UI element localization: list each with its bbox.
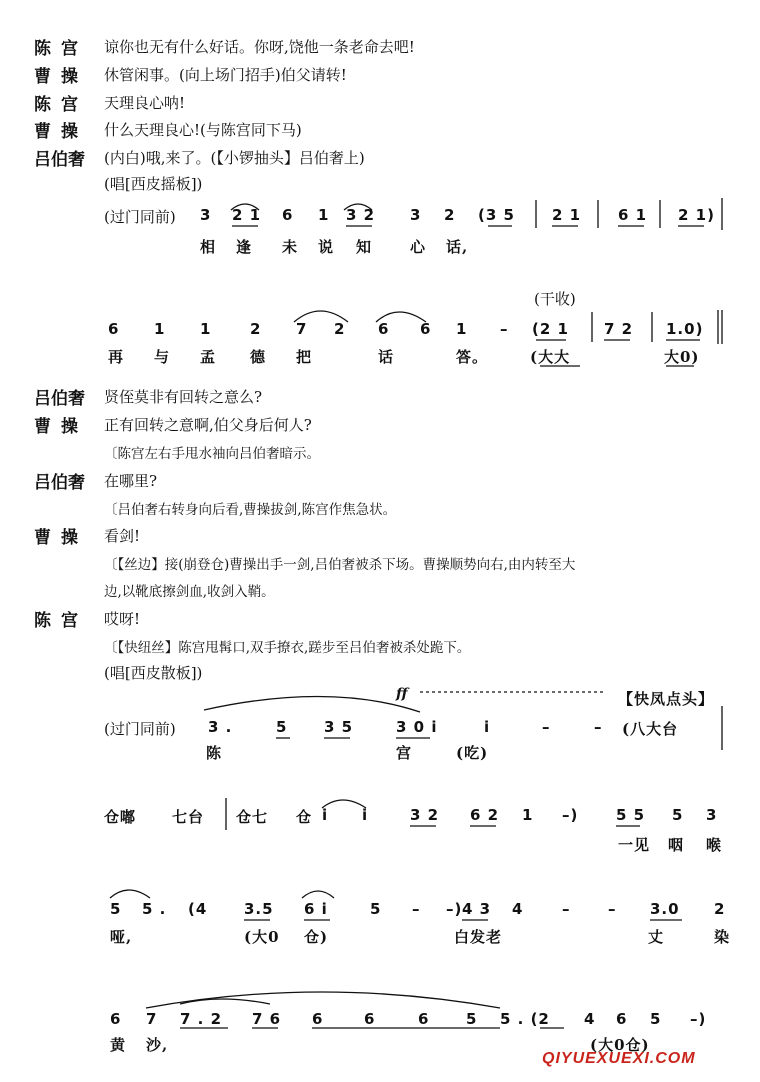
dialogue-line: 谅你也无有什么好话。你呀,饶他一条老命去吧! <box>104 38 415 56</box>
lyric: 相 <box>200 238 217 256</box>
note: 1 <box>200 320 212 338</box>
note: 6 2 <box>470 806 500 824</box>
note: 6 <box>616 1010 628 1028</box>
speaker: 陈宫 <box>34 611 88 631</box>
note: 6 <box>312 1010 324 1028</box>
section-label: (干收) <box>534 290 576 308</box>
note: – <box>542 718 551 736</box>
note: –) <box>446 900 463 918</box>
stage-direction: 〔【丝边】接(崩登仓)曹操出手一剑,吕伯奢被杀下场。曹操顺势向右,由内转至大 <box>104 557 576 573</box>
note: 5 <box>650 1010 662 1028</box>
dialogue-line: 贤侄莫非有回转之意么? <box>104 388 263 406</box>
dialogue-line: 正有回转之意啊,伯父身后何人? <box>104 416 312 434</box>
note: 2 1 <box>552 206 582 224</box>
note: (3 5 <box>478 206 515 224</box>
note: 2 1 <box>232 206 262 224</box>
percussion: 大0) <box>664 348 700 366</box>
lyric: 黄 <box>110 1036 127 1054</box>
note: (4 <box>188 900 208 918</box>
note: 3 2 <box>410 806 440 824</box>
note: – <box>594 718 603 736</box>
lyric: 染 <box>714 928 731 946</box>
note: 6 <box>378 320 390 338</box>
note: 1 <box>456 320 468 338</box>
note: –) <box>690 1010 707 1028</box>
lyric: 把 <box>296 348 313 366</box>
note: 3 <box>706 806 718 824</box>
note: 3.0 <box>650 900 680 918</box>
stage-direction: 边,以靴底擦剑血,收剑入鞘。 <box>104 584 275 600</box>
note: 6 <box>282 206 294 224</box>
note: 3 <box>410 206 422 224</box>
percussion: (大大 <box>530 348 571 366</box>
note: – <box>562 900 571 918</box>
note: 4 <box>512 900 524 918</box>
dialogue-line: 哎呀! <box>104 610 141 628</box>
percussion: (大0 <box>244 928 280 946</box>
stage-direction: (唱[西皮摇板]) <box>104 175 203 193</box>
percussion: 仓嘟 <box>104 808 137 826</box>
note: 6 <box>364 1010 376 1028</box>
note: 4 3 <box>462 900 492 918</box>
lyric: 孟 <box>200 348 217 366</box>
stage-direction: 〔吕伯奢右转身向后看,曹操拔剑,陈宫作焦急状。 <box>104 502 397 518</box>
lyric: 知 <box>356 238 373 256</box>
note: i <box>362 806 369 824</box>
note: – <box>608 900 617 918</box>
percussion: 仓 <box>296 808 313 826</box>
speaker: 曹操 <box>34 67 88 87</box>
lyric: 丈 <box>648 928 665 946</box>
note: 3 . <box>208 718 233 736</box>
note: 3 <box>200 206 212 224</box>
note: 2 <box>714 900 726 918</box>
lyric: 陈 <box>206 744 223 762</box>
lyric: 未 <box>282 238 299 256</box>
note: 7 <box>296 320 308 338</box>
note: 6 <box>108 320 120 338</box>
lyric: 心 <box>410 238 427 256</box>
lyric: 逢 <box>236 238 253 256</box>
note: – <box>500 320 509 338</box>
stage-direction: 〔陈宫左右手甩水袖向吕伯奢暗示。 <box>104 446 320 462</box>
stage-direction: 〔【快纽丝】陈宫甩髯口,双手撩衣,蹉步至吕伯奢被杀处跪下。 <box>104 640 471 656</box>
note: 5 <box>276 718 288 736</box>
lyric: 话 <box>378 348 395 366</box>
percussion: 仓七 <box>236 808 269 826</box>
score-prefix: (过门同前) <box>104 720 176 738</box>
note: 7 2 <box>604 320 634 338</box>
lyric: 白发老 <box>454 928 503 946</box>
lyric: 宫 <box>396 744 413 762</box>
note: 1 <box>522 806 534 824</box>
stage-direction: (唱[西皮散板]) <box>104 664 203 682</box>
note: 6 1 <box>618 206 648 224</box>
note: 7 <box>146 1010 158 1028</box>
lyric: 与 <box>154 348 171 366</box>
note: 2 <box>334 320 346 338</box>
lyric: 咽 <box>668 836 685 854</box>
dialogue-line: 天理良心呐! <box>104 94 186 112</box>
lyric: 再 <box>108 348 125 366</box>
note: –) <box>562 806 579 824</box>
speaker: 陈宫 <box>34 95 88 115</box>
speaker: 吕伯奢 <box>34 150 85 170</box>
speaker: 曹操 <box>34 417 88 437</box>
note: 3 2 <box>346 206 376 224</box>
note: i <box>484 718 491 736</box>
section-label: 【快凤点头】 <box>618 690 715 708</box>
speaker: 吕伯奢 <box>34 473 85 493</box>
lyric: 答。 <box>456 348 489 366</box>
note: 5 . (2 <box>500 1010 550 1028</box>
lyric: 沙, <box>146 1036 169 1054</box>
lyric: (吃) <box>456 744 489 762</box>
percussion: (八大台 <box>622 720 679 738</box>
note: 2 <box>444 206 456 224</box>
note: 5 . <box>142 900 167 918</box>
note: 6 <box>110 1010 122 1028</box>
percussion: 仓) <box>304 928 329 946</box>
lyric: 话, <box>446 238 469 256</box>
note: 3 0 i <box>396 718 438 736</box>
note: 2 <box>250 320 262 338</box>
note: – <box>412 900 421 918</box>
lyric: 喉 <box>706 836 723 854</box>
note: 5 <box>672 806 684 824</box>
note: 7 . 2 <box>180 1010 223 1028</box>
lyric: 说 <box>318 238 335 256</box>
note: (2 1 <box>532 320 569 338</box>
note: 1 <box>154 320 166 338</box>
dialogue-line: 看剑! <box>104 527 141 545</box>
score-prefix: (过门同前) <box>104 208 176 226</box>
note: 6 i <box>304 900 328 918</box>
speaker: 曹操 <box>34 122 88 142</box>
watermark: QIYUEXUEXI.COM <box>542 1050 696 1067</box>
note: 6 <box>420 320 432 338</box>
note: 5 <box>110 900 122 918</box>
speaker: 吕伯奢 <box>34 389 85 409</box>
speaker: 曹操 <box>34 528 88 548</box>
note: 3 5 <box>324 718 354 736</box>
note: 7 6 <box>252 1010 282 1028</box>
note: i <box>322 806 329 824</box>
note: 3.5 <box>244 900 274 918</box>
lyric: 哑, <box>110 928 133 946</box>
lyric: 德 <box>250 348 267 366</box>
percussion: (大0仓) <box>590 1036 650 1054</box>
dialogue-line: 休管闲事。(向上场门招手)伯父请转! <box>104 66 347 84</box>
note: 4 <box>584 1010 596 1028</box>
note: 1 <box>318 206 330 224</box>
note: 5 <box>466 1010 478 1028</box>
dialogue-line: (内白)哦,来了。(【小锣抽头】吕伯奢上) <box>104 149 365 167</box>
note: 5 5 <box>616 806 646 824</box>
note: 1.0) <box>666 320 704 338</box>
dynamic-mark: ff <box>396 686 408 702</box>
speaker: 陈宫 <box>34 39 88 59</box>
note: 6 <box>418 1010 430 1028</box>
note: 2 1) <box>678 206 715 224</box>
note: 5 <box>370 900 382 918</box>
dialogue-line: 什么天理良心!(与陈宫同下马) <box>104 121 302 139</box>
percussion: 七台 <box>172 808 205 826</box>
lyric: 一见 <box>618 836 651 854</box>
dialogue-line: 在哪里? <box>104 472 158 490</box>
